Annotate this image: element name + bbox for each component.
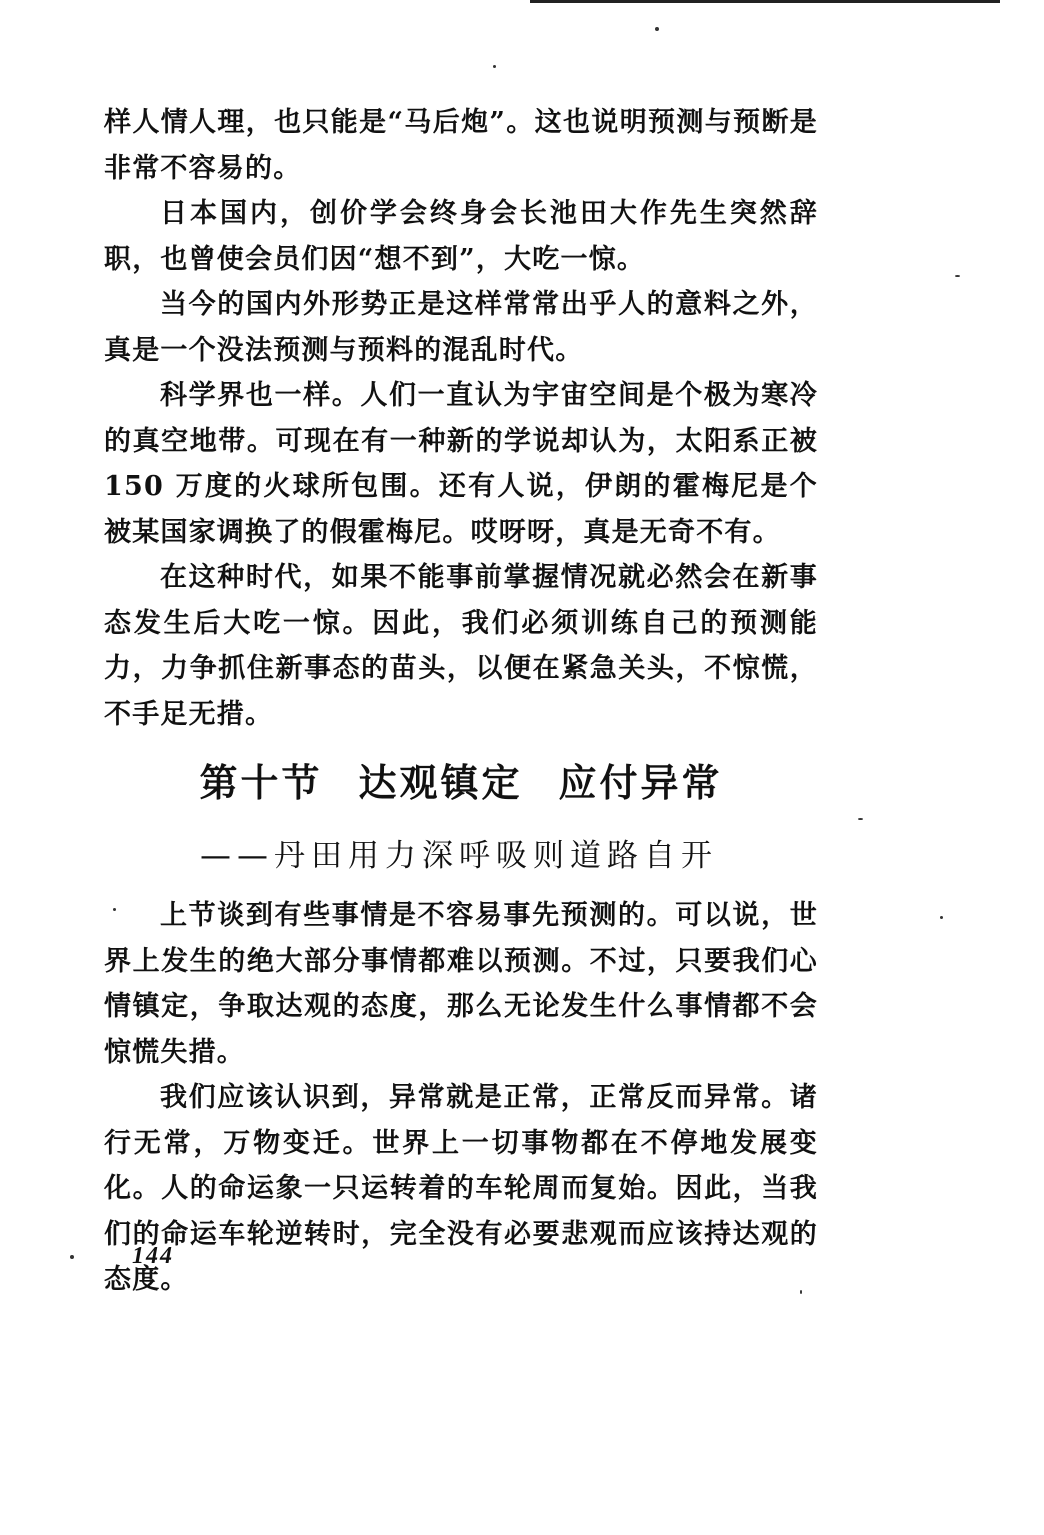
scan-speck <box>955 275 960 277</box>
paragraph: 上节谈到有些事情是不容易事先预测的。可以说，世界上发生的绝大部分事情都难以预测。不过，只要我们心情镇定，争取达观的态度，那么无论发生什么事情都不会惊慌失措。 <box>104 900 818 1068</box>
section-title-part-2: 应付异常 <box>558 761 723 805</box>
text-block-upper <box>104 100 818 737</box>
section-title-part-1: 达观镇定 <box>358 761 523 805</box>
paragraph: 当今的国内外形势正是这样常常出乎人的意料之外，真是一个没法预测与预料的混乱时代。 <box>104 289 818 366</box>
scan-speck <box>493 65 496 68</box>
scan-speck <box>858 818 863 820</box>
scan-speck <box>70 1255 74 1259</box>
section-subtitle: ——丹田用力深呼吸则道路自开 <box>200 838 718 874</box>
text-block-lower <box>104 893 818 1303</box>
paragraph: 日本国内，创价学会终身会长池田大作先生突然辞职，也曾使会员们因“想不到”，大吃一惊。 <box>104 198 818 275</box>
scan-speck <box>655 27 659 31</box>
top-edge-rule <box>530 0 1000 3</box>
scan-speck <box>113 908 116 911</box>
paragraph-continued: 样人情人理，也只能是“马后炮”。这也说明预测与预断是非常不容易的。 <box>104 107 818 184</box>
paragraph: 在这种时代，如果不能事前掌握情况就必然会在新事态发生后大吃一惊。因此，我们必须训练自己的预测能力，力争抓住新事态的苗头，以便在紧急关头，不惊慌，不手足无措。 <box>104 562 818 730</box>
paragraph: 科学界也一样。人们一直认为宇宙空间是个极为寒冷的真空地带。可现在有一种新的学说却认为，太阳系正被 150 万度的火球所包围。还有人说，伊朗的霍梅尼是个被某国家调换了的假霍梅尼。哎呀呀，真是无奇不有。 <box>104 380 818 548</box>
scan-speck <box>940 916 943 919</box>
section-title <box>104 752 818 807</box>
page-number: 144 <box>132 1243 174 1269</box>
paragraph: 我们应该认识到，异常就是正常，正常反而异常。诸行无常，万物变迁。世界上一切事物都在不停地发展变化。人的命运象一只运转着的车轮周而复始。因此，当我们的命运车轮逆转时，完全没有必要悲观而应该持达观的态度。 <box>104 1082 818 1295</box>
section-number: 第十节 <box>199 761 323 805</box>
scan-speck <box>800 1290 802 1294</box>
